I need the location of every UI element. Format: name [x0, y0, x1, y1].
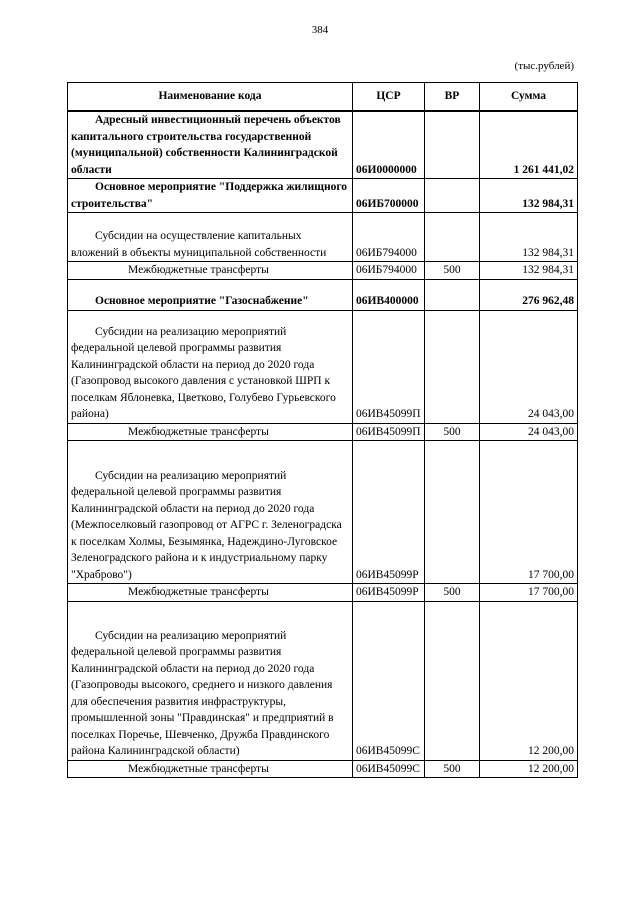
row-sum: 276 962,48 — [480, 279, 578, 310]
row-csr: 06ИВ45099Р — [353, 584, 425, 602]
row-csr: 06ИВ45099С — [353, 760, 425, 778]
row-vr: 500 — [425, 262, 480, 280]
row-sum: 12 200,00 — [480, 601, 578, 760]
row-name: Адресный инвестиционный перечень объектов капитального строительства государственной (муниципальной) собственности Калининградской области — [68, 111, 353, 179]
row-csr: 06И0000000 — [353, 111, 425, 179]
row-sum: 12 200,00 — [480, 760, 578, 778]
row-vr — [425, 279, 480, 310]
table-header-row — [68, 83, 578, 112]
table-row — [68, 179, 578, 213]
row-name: Межбюджетные трансферты — [68, 584, 353, 602]
row-vr — [425, 601, 480, 760]
row-vr — [425, 213, 480, 262]
row-name: Межбюджетные трансферты — [68, 262, 353, 280]
row-name: Межбюджетные трансферты — [68, 423, 353, 441]
row-name: Основное мероприятие "Поддержка жилищного строительства" — [68, 179, 353, 213]
table-row — [68, 760, 578, 778]
table-row — [68, 279, 578, 310]
table-row — [68, 213, 578, 262]
row-vr: 500 — [425, 584, 480, 602]
table-row — [68, 601, 578, 760]
row-csr: 06ИБ794000 — [353, 262, 425, 280]
row-sum: 24 043,00 — [480, 310, 578, 423]
page-number: 384 — [311, 24, 329, 36]
row-vr — [425, 441, 480, 584]
row-csr: 06ИВ45099С — [353, 601, 425, 760]
row-sum: 17 700,00 — [480, 441, 578, 584]
row-vr — [425, 111, 480, 179]
row-csr: 06ИВ45099Р — [353, 441, 425, 584]
row-csr: 06ИВ45099П — [353, 310, 425, 423]
row-vr: 500 — [425, 423, 480, 441]
row-sum: 132 984,31 — [480, 262, 578, 280]
row-name: Основное мероприятие "Газоснабжение" — [68, 279, 353, 310]
header-vr: ВР — [425, 83, 480, 112]
row-csr: 06ИВ400000 — [353, 279, 425, 310]
row-name: Субсидии на реализацию мероприятий федеральной целевой программы развития Калининградской области на период до 2020 года (Газопровод высокого давления с установкой ШРП к поселкам Яблоневка, Цветково, Голубево Гурьевского района) — [68, 310, 353, 423]
header-csr: ЦСР — [353, 83, 425, 112]
table-row — [68, 262, 578, 280]
units-label: (тыс.рублей) — [514, 60, 574, 72]
table-row — [68, 310, 578, 423]
row-name: Межбюджетные трансферты — [68, 760, 353, 778]
row-sum: 132 984,31 — [480, 213, 578, 262]
row-sum: 1 261 441,02 — [480, 111, 578, 179]
row-sum: 132 984,31 — [480, 179, 578, 213]
row-csr: 06ИБ700000 — [353, 179, 425, 213]
table-row — [68, 441, 578, 584]
table-row — [68, 584, 578, 602]
row-sum: 17 700,00 — [480, 584, 578, 602]
row-name: Субсидии на осуществление капитальных вложений в объекты муниципальной собственности — [68, 213, 353, 262]
row-csr: 06ИБ794000 — [353, 213, 425, 262]
header-name: Наименование кода — [68, 83, 353, 112]
row-name: Субсидии на реализацию мероприятий федеральной целевой программы развития Калининградской области на период до 2020 года (Межпоселковый газопровод от АГРС г. Зеленоградска к поселкам Холмы, Безымянка, Надеждино-Луговское Зеленоградского района и к индустриальному парку "Храброво") — [68, 441, 353, 584]
row-sum: 24 043,00 — [480, 423, 578, 441]
table-row — [68, 423, 578, 441]
row-name: Субсидии на реализацию мероприятий федеральной целевой программы развития Калининградской области на период до 2020 года (Газопроводы высокого, среднего и низкого давления для обеспечения развития инфраструктуры, промышленной зоны "Правдинская" и предприятий в поселках Поречье, Шевченко, Дружба Правдинского района Калининградской области) — [68, 601, 353, 760]
table-row — [68, 111, 578, 179]
row-vr — [425, 179, 480, 213]
header-sum: Сумма — [480, 83, 578, 112]
row-vr — [425, 310, 480, 423]
budget-table — [67, 82, 578, 778]
row-csr: 06ИВ45099П — [353, 423, 425, 441]
row-vr: 500 — [425, 760, 480, 778]
